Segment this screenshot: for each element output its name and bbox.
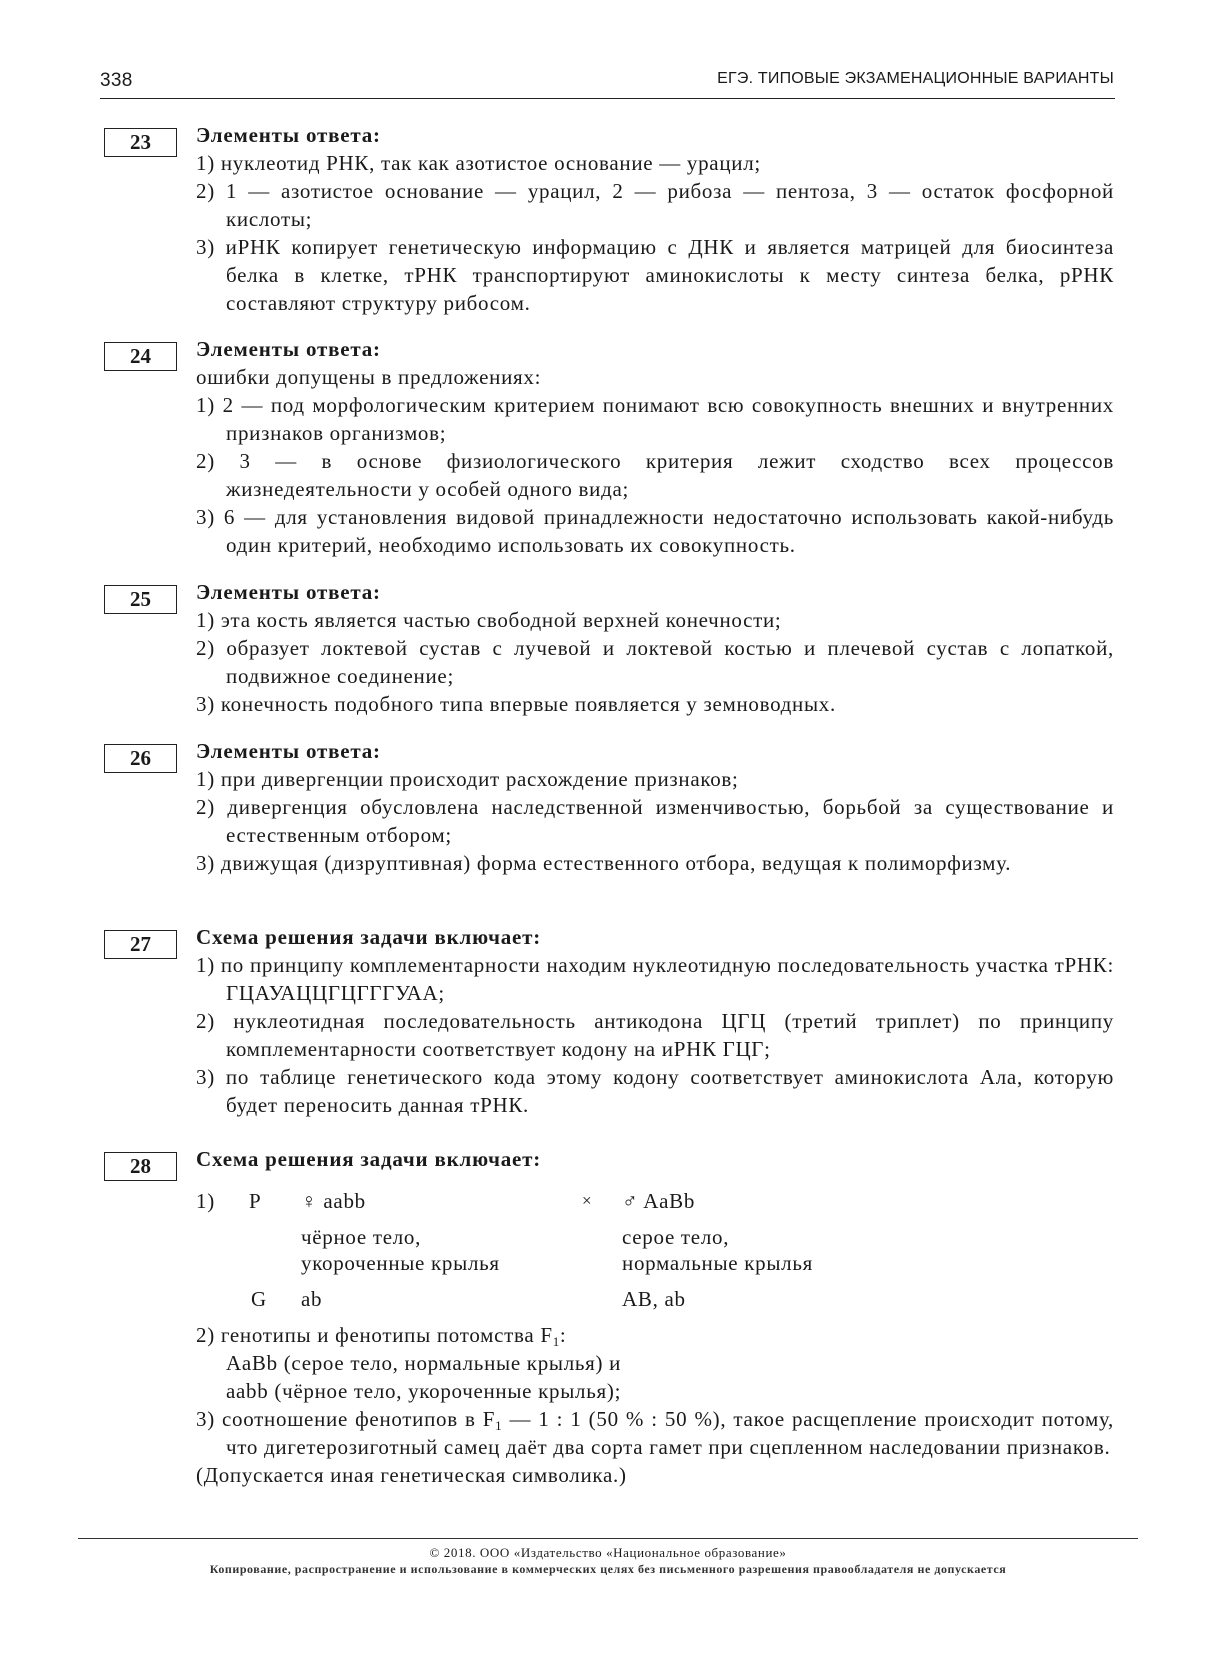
- task-body: [196, 335, 1114, 559]
- task-body: [196, 737, 1114, 877]
- cross-scheme: [196, 1187, 1114, 1329]
- answer-item: [196, 1405, 1114, 1461]
- page-number: 338: [100, 70, 133, 91]
- answer-item: 1) эта кость является частью свободной верхней конечности;: [196, 608, 782, 632]
- running-head: ЕГЭ. ТИПОВЫЕ ЭКЗАМЕНАЦИОННЫЕ ВАРИАНТЫ: [717, 70, 1114, 87]
- task-number-box: 27: [104, 930, 177, 959]
- female-phenotype: укороченные крылья: [301, 1251, 500, 1275]
- task-body: [196, 121, 1114, 317]
- male-phenotype: нормальные крылья: [622, 1251, 813, 1275]
- answer-item: 3) 6 — для установления видовой принадлежности недостаточно использовать какой-нибудь один критерий, необходимо использовать их совокупность.: [196, 505, 1114, 557]
- answer-item: 1) по принципу комплементарности находим нуклеотидную последовательность участка тРНК: ГЦАУАЦЦГЦГГГУАА;: [196, 953, 1114, 1005]
- task-heading: Схема решения задачи включает:: [196, 925, 542, 949]
- task-body: [196, 1145, 1114, 1489]
- task-number-box: 26: [104, 744, 177, 773]
- task-heading: Элементы ответа:: [196, 123, 381, 147]
- answer-item: 2) образует локтевой сустав с лучевой и локтевой костью и плечевой сустав с лопаткой, подвижное соединение;: [196, 636, 1114, 688]
- answer-item: 3) иРНК копирует генетическую информацию с ДНК и является матрицей для биосинтеза белка в клетке, тРНК транспортируют аминокислоты к месту синтеза белка, рРНК составляют структуру рибосом.: [196, 235, 1114, 315]
- task-body: [196, 578, 1114, 718]
- footer-rule: [78, 1538, 1138, 1539]
- offspring-line: AaBb (серое тело, нормальные крылья) и: [226, 1351, 622, 1375]
- task-body: [196, 923, 1114, 1119]
- task-intro: ошибки допущены в предложениях:: [196, 365, 542, 389]
- symbolism-note: (Допускается иная генетическая символика.): [196, 1463, 627, 1487]
- task-heading: Элементы ответа:: [196, 337, 381, 361]
- female-gametes: ab: [301, 1287, 323, 1311]
- task-number-box: 24: [104, 342, 177, 371]
- answer-item: 1) 2 — под морфологическим критерием понимают всю совокупность внешних и внутренних признаков организмов;: [196, 393, 1114, 445]
- item-text: 3) соотношение фенотипов в F: [196, 1407, 496, 1431]
- answer-item: 2) 1 — азотистое основание — урацил, 2 — рибоза — пентоза, 3 — остаток фосфорной кислоты;: [196, 179, 1114, 231]
- male-gametes: AB, ab: [622, 1287, 686, 1311]
- female-phenotype: чёрное тело,: [301, 1225, 422, 1249]
- cross-sign: ×: [582, 1191, 593, 1210]
- male-phenotype: серое тело,: [622, 1225, 730, 1249]
- header-rule: [100, 98, 1115, 99]
- copyright-notice: Копирование, распространение и использование в коммерческих целях без письменного разрешения правообладателя не допускается: [209, 1562, 1007, 1576]
- answer-item: 3) по таблице генетического кода этому кодону соответствует аминокислота Ала, которую будет переносить данная тРНК.: [196, 1065, 1114, 1117]
- task-heading: Схема решения задачи включает:: [196, 1147, 542, 1171]
- task-number-box: 25: [104, 585, 177, 614]
- scheme-item-label: 1): [196, 1189, 215, 1213]
- male-genotype: ♂ AaBb: [622, 1189, 696, 1213]
- answer-item: 2) 3 — в основе физиологического критерия лежит сходство всех процессов жизнедеятельности у особей одного вида;: [196, 449, 1114, 501]
- answer-item: 2) дивергенция обусловлена наследственной изменчивостью, борьбой за существование и естественным отбором;: [196, 795, 1114, 847]
- answer-item: 1) нуклеотид РНК, так как азотистое основание — урацил;: [196, 151, 761, 175]
- parents-label: P: [249, 1189, 262, 1213]
- item-text: :: [559, 1323, 567, 1347]
- task-number-box: 23: [104, 128, 177, 157]
- answer-item: 1) при дивергенции происходит расхождение признаков;: [196, 767, 739, 791]
- female-genotype: ♀ aabb: [301, 1189, 366, 1213]
- subscript: 1: [552, 1334, 560, 1349]
- task-heading: Элементы ответа:: [196, 580, 381, 604]
- copyright-line: © 2018. ООО «Издательство «Национальное образование»: [429, 1545, 787, 1560]
- task-heading: Элементы ответа:: [196, 739, 381, 763]
- item-text: 2) генотипы и фенотипы потомства F: [196, 1323, 553, 1347]
- gametes-label: G: [251, 1287, 267, 1311]
- task-number-box: 28: [104, 1152, 177, 1181]
- item-text: — 1 : 1 (50 % : 50 %), такое расщепление происходит потому, что дигетерозиготный самец даёт два сорта гамет при сцепленном наследовании признаков.: [226, 1407, 1114, 1459]
- offspring-line: aabb (чёрное тело, укороченные крылья);: [226, 1379, 622, 1403]
- answer-item: 3) движущая (дизруптивная) форма естественного отбора, ведущая к полиморфизму.: [196, 851, 1012, 875]
- answer-item: 3) конечность подобного типа впервые появляется у земноводных.: [196, 692, 836, 716]
- answer-item: 2) нуклеотидная последовательность антикодона ЦГЦ (третий триплет) по принципу комплементарности соответствует кодону на иРНК ГЦГ;: [196, 1009, 1114, 1061]
- subscript: 1: [495, 1418, 503, 1433]
